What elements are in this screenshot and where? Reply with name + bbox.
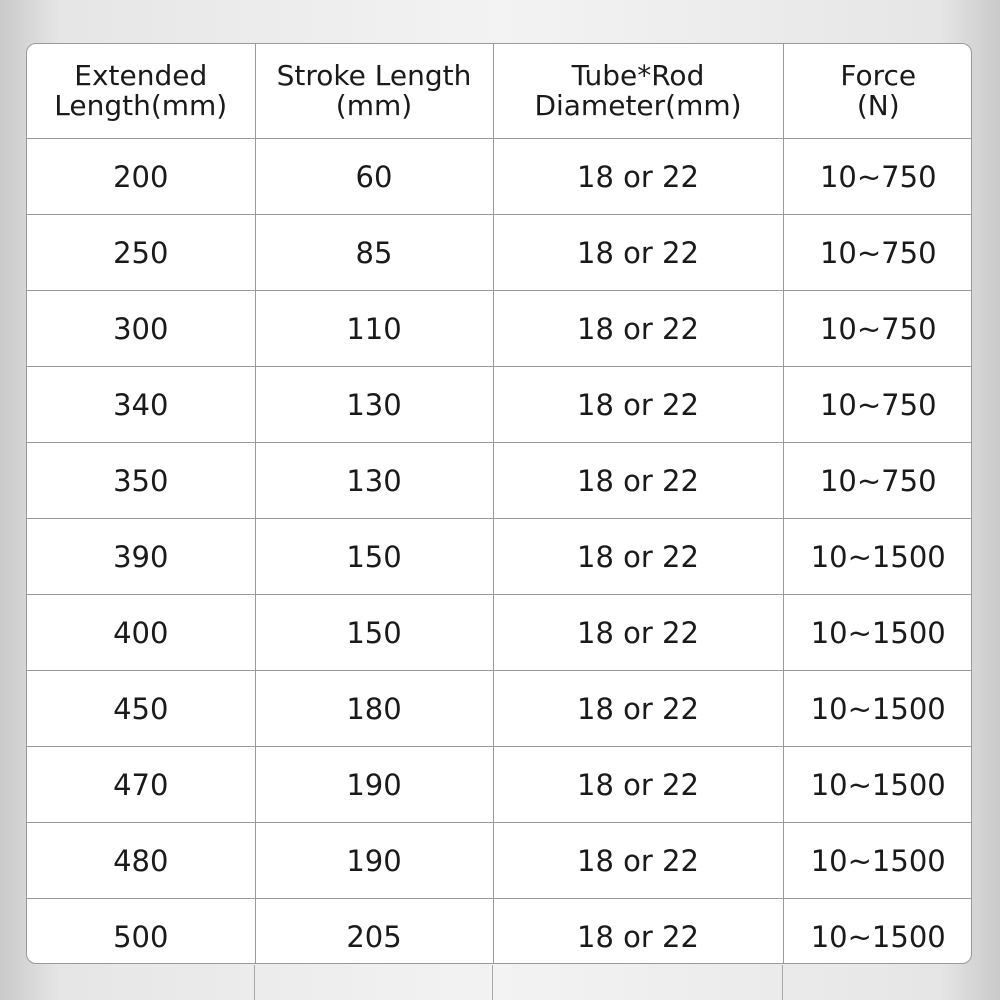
cell-force: 10~1500 [783,671,972,747]
cell-force: 10~750 [783,443,972,519]
cell-extended-length: 200 [27,139,255,215]
header-line: Force [840,59,917,92]
cell-force: 10~1500 [783,595,972,671]
cell-tube-rod-diameter: 18 or 22 [493,291,783,367]
column-line [782,965,783,1000]
cell-extended-length: 350 [27,443,255,519]
cell-force: 10~750 [783,215,972,291]
cell-tube-rod-diameter: 18 or 22 [493,823,783,899]
cell-force: 10~1500 [783,519,972,595]
header-stroke-length [255,44,493,139]
table-row [27,899,972,965]
header-line: Tube*Rod [571,59,705,92]
cell-stroke-length: 150 [255,519,493,595]
cell-tube-rod-diameter: 18 or 22 [493,443,783,519]
header-line: (mm) [335,89,413,122]
table-row [27,671,972,747]
cell-extended-length: 480 [27,823,255,899]
cell-force: 10~1500 [783,823,972,899]
cell-tube-rod-diameter: 18 or 22 [493,215,783,291]
table-row [27,291,972,367]
cell-force: 10~750 [783,367,972,443]
column-line [492,965,493,1000]
cell-extended-length: 300 [27,291,255,367]
cell-tube-rod-diameter: 18 or 22 [493,139,783,215]
header-extended-length [27,44,255,139]
cell-force: 10~750 [783,291,972,367]
table-row [27,823,972,899]
cell-stroke-length: 190 [255,747,493,823]
header-line: Length(mm) [54,89,228,122]
cell-extended-length: 400 [27,595,255,671]
spec-table-card [26,43,972,964]
gas-spring-spec-table [27,44,972,964]
table-row [27,595,972,671]
header-line: Stroke Length [276,59,472,92]
cell-extended-length: 450 [27,671,255,747]
cell-force: 10~1500 [810,919,946,954]
cell-force: 10~1500 [783,747,972,823]
cell-stroke-length: 85 [255,215,493,291]
table-row [27,747,972,823]
cell-stroke-length: 205 [255,899,493,965]
cell-extended-length: 250 [27,215,255,291]
cell-tube-rod-diameter: 18 or 22 [493,747,783,823]
header-line: (N) [856,89,900,122]
header-line: Extended [74,59,208,92]
cell-extended-length: 390 [27,519,255,595]
header-tube-rod-diameter [493,44,783,139]
background-column-lines [0,965,1000,1000]
table-row [27,443,972,519]
column-line [254,965,255,1000]
table-row [27,367,972,443]
header-force [783,44,972,139]
cell-tube-rod-diameter: 18 or 22 [493,595,783,671]
cell-stroke-length: 110 [255,291,493,367]
cell-extended-length: 470 [27,747,255,823]
cell-extended-length: 340 [27,367,255,443]
header-line: Diameter(mm) [534,89,742,122]
cell-tube-rod-diameter: 18 or 22 [493,519,783,595]
cell-stroke-length: 60 [255,139,493,215]
cell-force: 10~750 [783,139,972,215]
cell-tube-rod-diameter: 18 or 22 [493,899,783,965]
cell-extended-length: 500 [27,899,255,965]
table-row [27,519,972,595]
cell-tube-rod-diameter: 18 or 22 [493,671,783,747]
cell-stroke-length: 150 [255,595,493,671]
cell-stroke-length: 130 [255,367,493,443]
cell-stroke-length: 190 [255,823,493,899]
cell-stroke-length: 130 [255,443,493,519]
cell-tube-rod-diameter: 18 or 22 [493,367,783,443]
table-row [27,215,972,291]
cell-stroke-length: 180 [255,671,493,747]
header-row [27,44,972,139]
table-row [27,139,972,215]
